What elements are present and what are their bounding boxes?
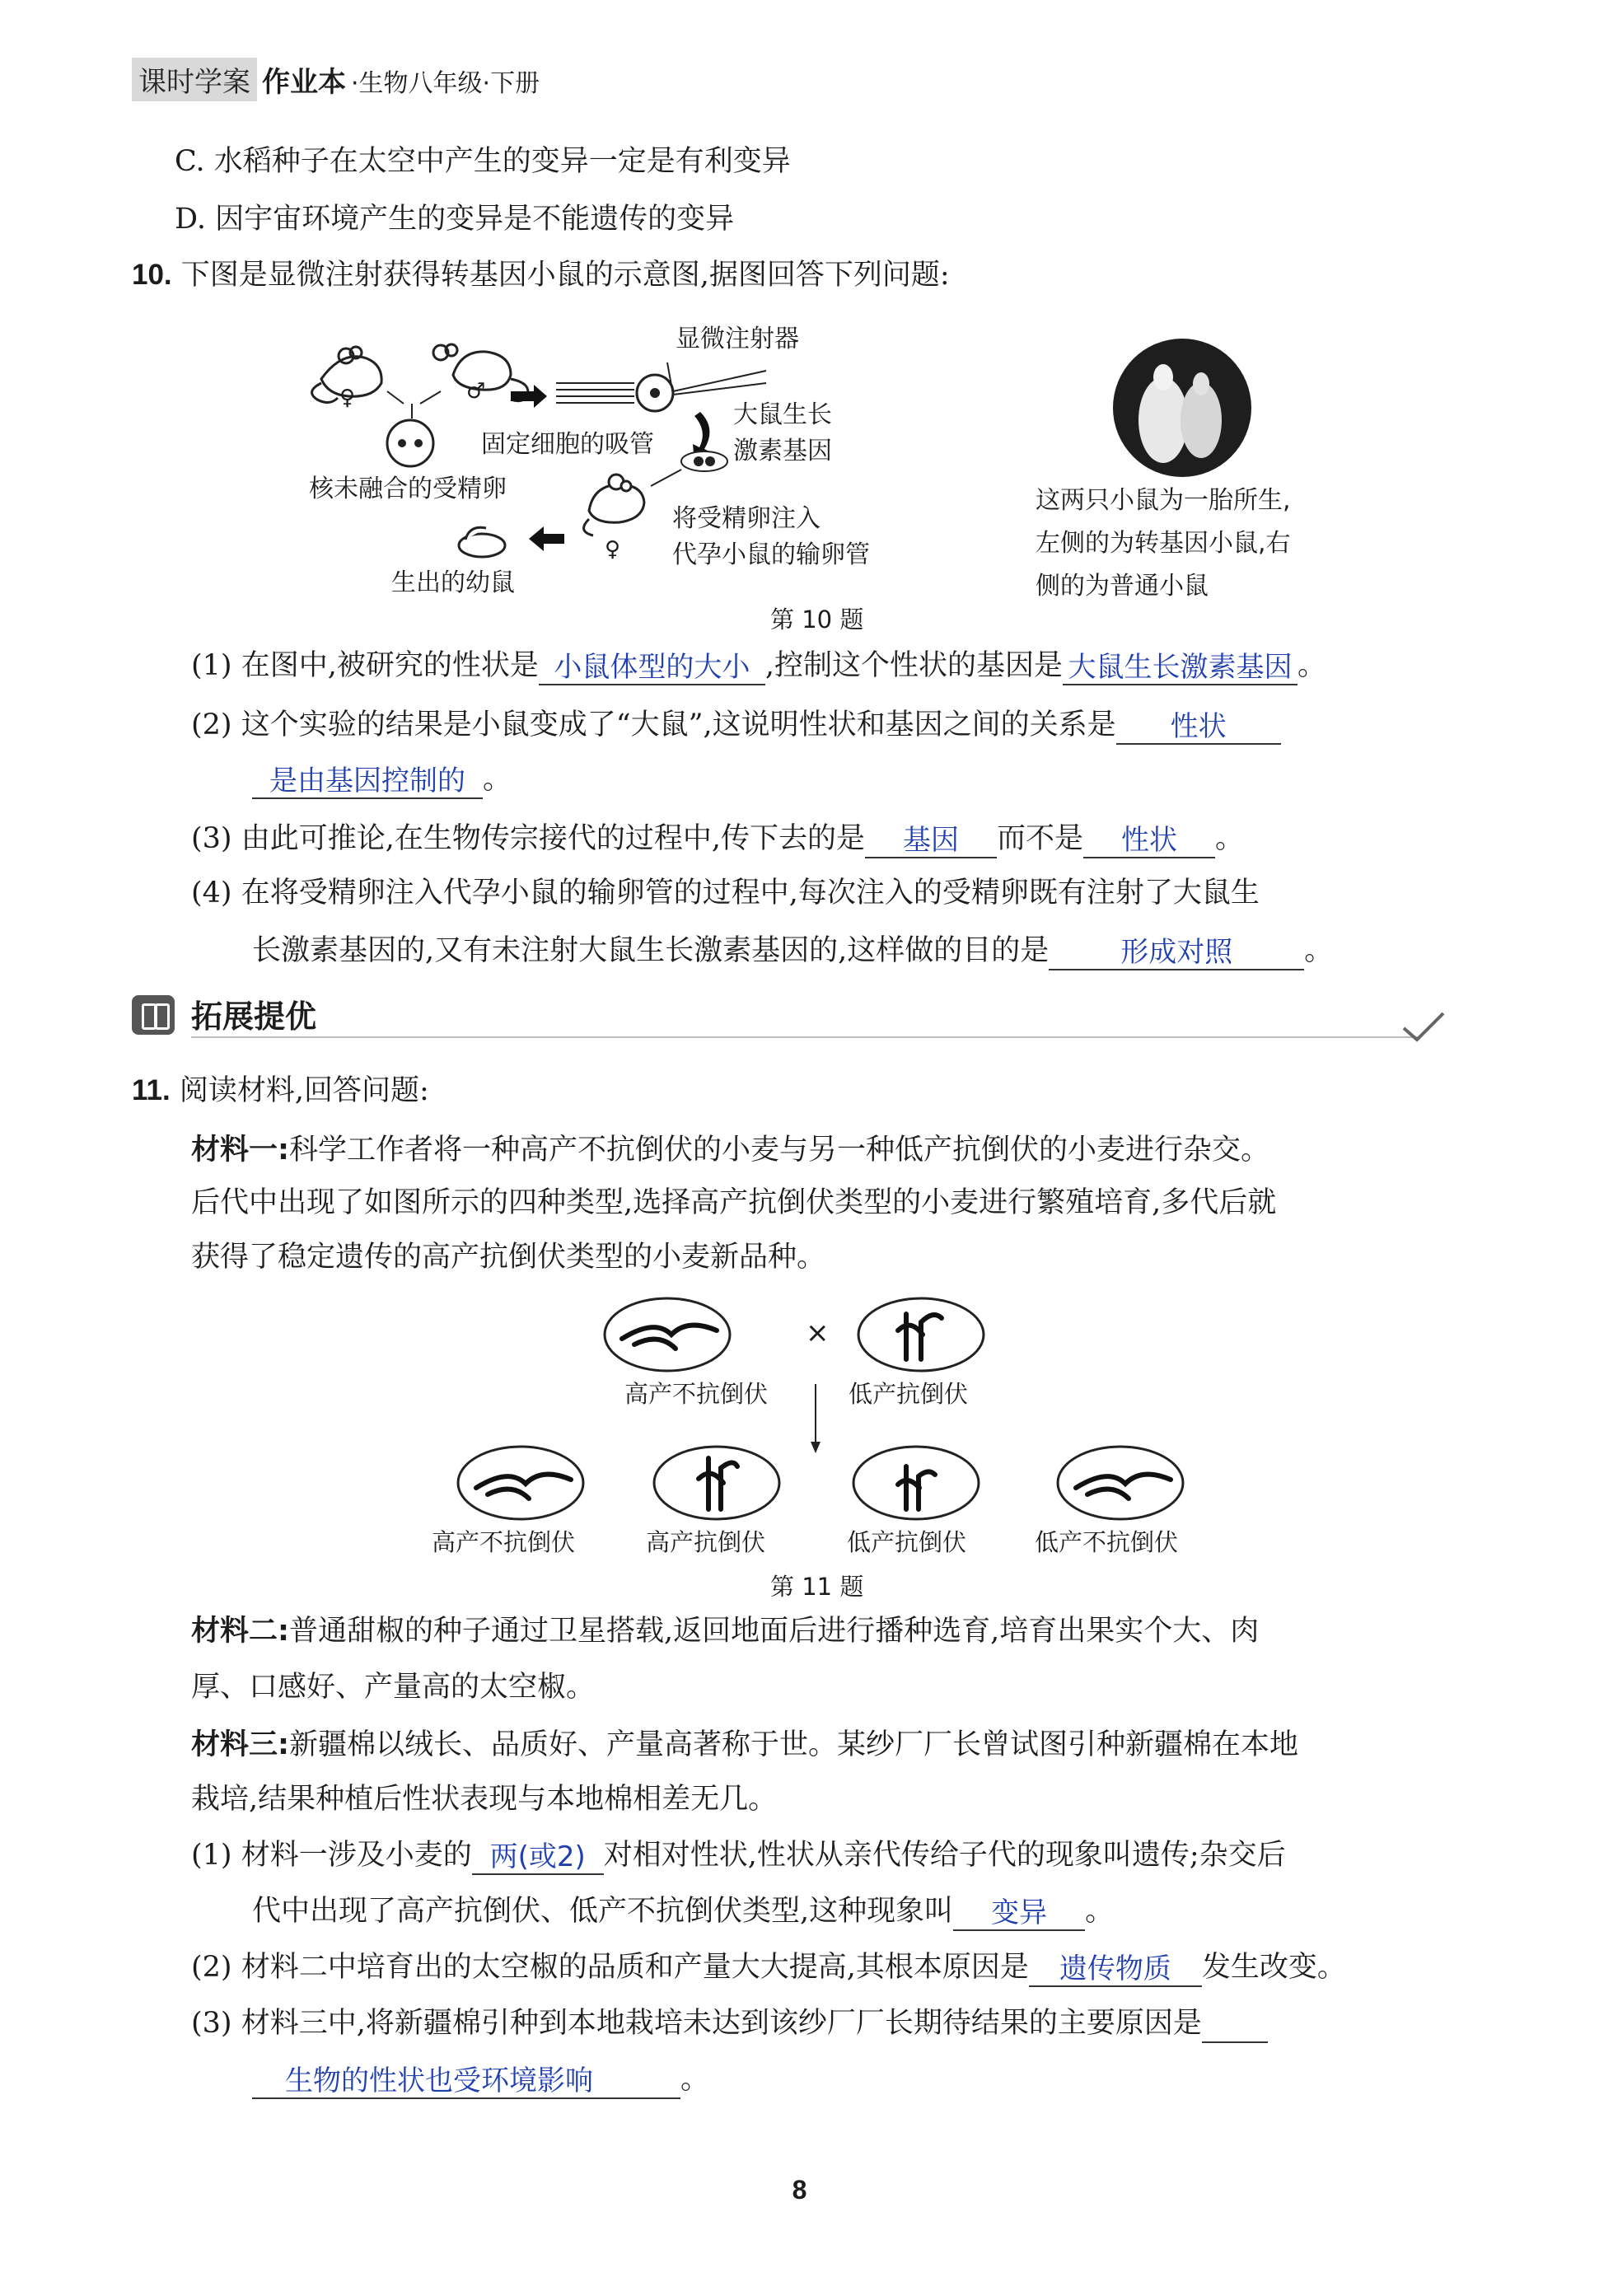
label-offspring: 生出的幼鼠 <box>391 568 515 597</box>
q11-sub1-text-a: (1) 材料一涉及小麦的 <box>191 1839 472 1872</box>
answer-text: 性状 <box>1170 710 1227 743</box>
material-1-line1 <box>191 1130 1269 1170</box>
header-subject: ·生物八年级·下册 <box>351 69 540 98</box>
material-label: 材料一: <box>191 1134 289 1167</box>
answer-blank[interactable] <box>1116 707 1281 745</box>
figure-caption-10: 第 10 题 <box>770 606 864 634</box>
answer-text: 变异 <box>991 1896 1048 1929</box>
q10-sub1-text-a: (1) 在图中,被研究的性状是 <box>191 649 539 682</box>
material-2-line2: 厚、口感好、产量高的太空椒。 <box>191 1671 596 1704</box>
q10-sub4-text-c: 。 <box>1304 934 1334 967</box>
answer-blank[interactable] <box>1049 933 1304 970</box>
child-label: 高产抗倒伏 <box>646 1528 766 1556</box>
answer-text: 形成对照 <box>1120 936 1233 969</box>
answer-blank[interactable] <box>252 2061 680 2099</box>
answer-text: 小鼠体型的大小 <box>554 651 750 684</box>
q11-sub2 <box>191 1948 1346 1987</box>
child-label: 低产抗倒伏 <box>847 1528 967 1556</box>
material-2-line1 <box>191 1611 1259 1651</box>
q10-sub4-line1: (4) 在将受精卵注入代孕小鼠的输卵管的过程中,每次注入的受精卵既有注射了大鼠生 <box>191 877 1260 910</box>
q11-sub3-text-b: 。 <box>680 2063 710 2096</box>
material-1-line2: 后代中出现了如图所示的四种类型,选择高产抗倒伏类型的小麦进行繁殖培育,多代后就 <box>191 1186 1277 1219</box>
q10-sub2 <box>191 705 1281 745</box>
q10-sub2-cont <box>252 760 512 799</box>
figure-caption-11: 第 11 题 <box>770 1573 864 1601</box>
material-text: 科学工作者将一种高产不抗倒伏的小麦与另一种低产抗倒伏的小麦进行杂交。 <box>289 1134 1270 1167</box>
question-text: 下图是显微注射获得转基因小鼠的示意图,据图回答下列问题: <box>180 259 950 292</box>
answer-text: 基因 <box>902 824 959 857</box>
parent-label-2: 低产抗倒伏 <box>849 1380 969 1408</box>
answer-blank-lead[interactable] <box>1202 2005 1268 2043</box>
q10-sub1-text-b: ,控制这个性状的基因是 <box>764 649 1063 682</box>
egg-cell-icon <box>387 420 433 466</box>
q10-sub4-text-b: 长激素基因的,又有未注射大鼠生长激素基因的,这样做的目的是 <box>252 934 1050 967</box>
material-text: 新疆棉以绒长、品质好、产量高著称于世。某纱厂厂长曾试图引种新疆棉在本地 <box>289 1728 1299 1761</box>
cross-symbol: × <box>806 1316 830 1349</box>
answer-text: 遗传物质 <box>1059 1952 1171 1985</box>
answer-blank[interactable] <box>1029 1949 1202 1987</box>
q11-sub1-line2 <box>252 1892 1114 1931</box>
answer-text: 大鼠生长激素基因 <box>1068 651 1293 684</box>
q10-sub2-text-a: (2) 这个实验的结果是小鼠变成了“大鼠”,这说明性状和基因之间的关系是 <box>191 708 1116 741</box>
mice-photo <box>1112 338 1252 478</box>
label-implant: 将受精卵注入 代孕小鼠的输卵管 <box>672 504 870 569</box>
label-injector: 显微注射器 <box>676 325 799 353</box>
q11-sub1-text-b: 对相对性状,性状从亲代传给子代的现象叫遗传;杂交后 <box>603 1839 1286 1872</box>
label-egg: 核未融合的受精卵 <box>309 475 507 503</box>
header-series: 课时学案 <box>132 58 257 101</box>
answer-blank[interactable] <box>472 1837 604 1875</box>
parent-label-1: 高产不抗倒伏 <box>624 1380 769 1408</box>
q11-sub2-text-b: 发生改变。 <box>1201 1951 1346 1984</box>
label-pipette: 固定细胞的吸管 <box>481 430 654 459</box>
answer-blank[interactable] <box>865 821 997 858</box>
question-number: 10. <box>132 259 172 291</box>
answer-text: 是由基因控制的 <box>269 765 465 797</box>
q10-sub1-text-c: 。 <box>1297 649 1326 682</box>
injection-tool-icon <box>651 451 727 486</box>
photo-caption: 这两只小鼠为一胎所生, 左侧的为转基因小鼠,右 侧的为普通小鼠 <box>1036 486 1291 601</box>
material-3-line1 <box>191 1725 1298 1765</box>
answer-blank[interactable] <box>252 761 483 799</box>
question-10-stem <box>132 255 950 295</box>
q10-sub3-text-b: 而不是 <box>996 822 1083 855</box>
option-d: D. 因宇宙环境产生的变异是不能遗传的变异 <box>175 203 735 236</box>
female-symbol-2: ♀ <box>605 537 621 562</box>
arrow-icon <box>511 385 547 408</box>
female-symbol: ♀ <box>339 386 356 410</box>
arrow-down-icon <box>811 1442 821 1453</box>
question-number: 11. <box>132 1074 171 1106</box>
page-header <box>132 58 540 101</box>
q10-sub3-text-c: 。 <box>1214 822 1244 855</box>
answer-text: 生物的性状也受环境影响 <box>285 2065 593 2097</box>
q11-sub1-text-d: 。 <box>1085 1895 1115 1928</box>
label-gene: 大鼠生长 激素基因 <box>733 400 832 465</box>
question-11-stem <box>132 1071 429 1111</box>
answer-text: 两(或2) <box>489 1840 586 1873</box>
page-number: 8 <box>792 2175 807 2205</box>
answer-blank[interactable] <box>953 1893 1085 1931</box>
option-c: C. 水稻种子在太空中产生的变异一定是有利变异 <box>175 145 791 178</box>
material-label: 材料三: <box>191 1728 289 1761</box>
q11-sub1-text-c: 代中出现了高产抗倒伏、低产不抗倒伏类型,这种现象叫 <box>252 1895 954 1928</box>
material-label: 材料二: <box>191 1615 289 1648</box>
surrogate-mouse-icon <box>584 475 644 535</box>
answer-blank[interactable] <box>1083 821 1215 858</box>
q10-sub4-line2 <box>252 931 1333 970</box>
answer-blank[interactable] <box>1063 648 1297 685</box>
child-label: 高产不抗倒伏 <box>432 1528 576 1556</box>
q11-sub1-line1 <box>191 1835 1286 1875</box>
q10-sub1 <box>191 646 1326 685</box>
q10-sub3-text-a: (3) 由此可推论,在生物传宗接代的过程中,传下去的是 <box>191 822 865 855</box>
material-3-line2: 栽培,结果种植后性状表现与本地棉相差无几。 <box>191 1783 778 1816</box>
arrow-left-icon <box>529 526 564 551</box>
q11-sub2-text-a: (2) 材料二中培育出的太空椒的品质和产量大大提高,其根本原因是 <box>191 1951 1029 1984</box>
q11-sub3-line2 <box>252 2060 709 2099</box>
header-book: 作业本 <box>262 66 346 99</box>
check-icon <box>1400 1010 1447 1043</box>
material-1-line3: 获得了稳定遗传的高产抗倒伏类型的小麦新品种。 <box>191 1241 826 1274</box>
baby-mice-icon <box>459 527 505 557</box>
q10-sub3 <box>191 819 1244 858</box>
section-title: 拓展提优 <box>191 998 317 1035</box>
child-label: 低产不抗倒伏 <box>1035 1528 1179 1556</box>
q10-sub2-text-b: 。 <box>483 763 512 796</box>
q11-sub3-text-a: (3) 材料三中,将新疆棉引种到本地栽培未达到该纱厂厂长期待结果的主要原因是 <box>191 2007 1202 2040</box>
answer-text: 性状 <box>1120 824 1177 857</box>
section-banner <box>132 994 1450 1040</box>
material-text: 普通甜椒的种子通过卫星搭载,返回地面后进行播种选育,培育出果实个大、肉 <box>289 1615 1260 1648</box>
male-symbol: ♂ <box>466 379 486 404</box>
question-text: 阅读材料,回答问题: <box>179 1074 429 1107</box>
answer-blank[interactable] <box>539 648 765 685</box>
q11-sub3-line1 <box>191 2004 1268 2043</box>
